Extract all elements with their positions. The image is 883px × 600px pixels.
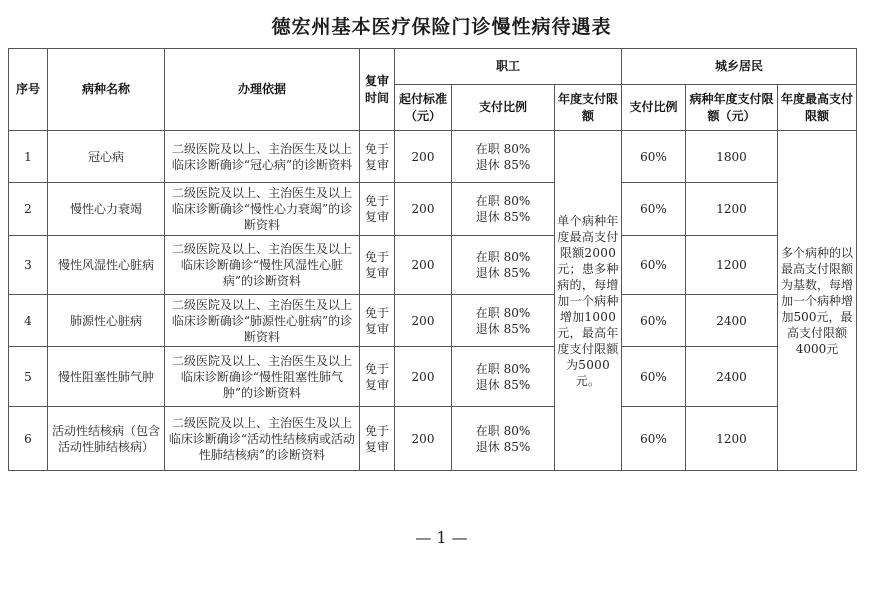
header-res-max-limit: 年度最高支付限额 [778,85,857,131]
cell-disease: 慢性风湿性心脏病 [48,236,165,295]
cell-res-limit: 1200 [686,183,778,236]
cell-res-limit: 2400 [686,295,778,347]
cell-res-limit: 2400 [686,347,778,407]
cell-threshold: 200 [395,295,452,347]
header-basis: 办理依据 [165,49,360,131]
table-row [9,295,857,347]
cell-emp-ratio [452,347,555,407]
cell-emp-ratio [452,183,555,236]
cell-res-ratio: 60% [622,295,686,347]
cell-basis: 二级医院及以上、主治医生及以上临床诊断确诊“活动性结核病或活动性肺结核病”的诊断资料 [165,407,360,471]
cell-res-limit: 1200 [686,236,778,295]
ratio-retired: 退休 85% [475,157,531,172]
cell-review: 免于复审 [360,131,395,183]
cell-emp-annual-limit: 单个病种年度最高支付限额2000元；患多种病的，每增加一个病种增加1000元，最高年度支付限额为5000元。 [555,131,622,471]
cell-res-ratio: 60% [622,407,686,471]
cell-threshold: 200 [395,183,452,236]
header-emp-annual-limit: 年度支付限额 [555,85,622,131]
cell-disease: 肺源性心脏病 [48,295,165,347]
cell-emp-ratio [452,131,555,183]
table-row [9,347,857,407]
header-emp-threshold: 起付标准（元） [395,85,452,131]
header-seq: 序号 [9,49,48,131]
cell-emp-ratio [452,407,555,471]
table-row [9,131,857,183]
header-res-disease-limit: 病种年度支付限额（元） [686,85,778,131]
cell-review: 免于复审 [360,347,395,407]
ratio-active: 在职 80% [475,361,531,376]
cell-basis: 二级医院及以上、主治医生及以上临床诊断确诊“慢性心力衰竭”的诊断资料 [165,183,360,236]
cell-basis: 二级医院及以上、主治医生及以上临床诊断确诊“慢性风湿性心脏病”的诊断资料 [165,236,360,295]
cell-res-ratio: 60% [622,131,686,183]
cell-threshold: 200 [395,347,452,407]
ratio-retired: 退休 85% [475,439,531,454]
cell-seq: 1 [9,131,48,183]
cell-basis: 二级医院及以上、主治医生及以上临床诊断确诊“冠心病”的诊断资料 [165,131,360,183]
cell-emp-ratio [452,236,555,295]
ratio-active: 在职 80% [475,305,531,320]
cell-threshold: 200 [395,236,452,295]
ratio-active: 在职 80% [475,250,531,264]
ratio-active: 在职 80% [475,141,531,156]
header-res-ratio: 支付比例 [622,85,686,131]
ratio-retired: 退休 85% [475,210,531,224]
header-disease-name: 病种名称 [48,49,165,131]
cell-disease: 冠心病 [48,131,165,183]
cell-basis: 二级医院及以上、主治医生及以上临床诊断确诊“慢性阻塞性肺气肿”的诊断资料 [165,347,360,407]
benefit-table [8,48,857,471]
header-employee-group: 职工 [395,49,622,85]
cell-threshold: 200 [395,407,452,471]
cell-basis: 二级医院及以上、主治医生及以上临床诊断确诊“肺源性心脏病”的诊断资料 [165,295,360,347]
header-emp-ratio: 支付比例 [452,85,555,131]
ratio-retired: 退休 85% [475,377,531,392]
cell-seq: 4 [9,295,48,347]
ratio-retired: 退休 85% [475,266,531,280]
cell-emp-ratio [452,295,555,347]
cell-review: 免于复审 [360,407,395,471]
page-number: — 1 — [415,528,468,547]
page-title: 德宏州基本医疗保险门诊慢性病待遇表 [271,16,612,38]
table-row [9,407,857,471]
cell-review: 免于复审 [360,183,395,236]
cell-disease: 慢性阻塞性肺气肿 [48,347,165,407]
cell-threshold: 200 [395,131,452,183]
cell-res-limit: 1200 [686,407,778,471]
cell-res-max-limit: 多个病种的以最高支付限额为基数，每增加一个病种增加500元，最高支付限额4000元 [778,131,857,471]
ratio-active: 在职 80% [475,423,531,438]
ratio-retired: 退休 85% [475,321,531,336]
cell-seq: 3 [9,236,48,295]
cell-disease: 慢性心力衰竭 [48,183,165,236]
cell-review: 免于复审 [360,236,395,295]
table-row [9,183,857,236]
cell-res-ratio: 60% [622,183,686,236]
cell-res-ratio: 60% [622,347,686,407]
header-row-top [9,49,857,85]
header-review-time: 复审时间 [360,49,395,131]
header-resident-group: 城乡居民 [622,49,857,85]
cell-seq: 2 [9,183,48,236]
cell-disease: 活动性结核病（包含活动性肺结核病） [48,407,165,471]
ratio-active: 在职 80% [475,194,531,208]
cell-seq: 5 [9,347,48,407]
cell-seq: 6 [9,407,48,471]
cell-res-limit: 1800 [686,131,778,183]
cell-res-ratio: 60% [622,236,686,295]
cell-review: 免于复审 [360,295,395,347]
table-row [9,236,857,295]
